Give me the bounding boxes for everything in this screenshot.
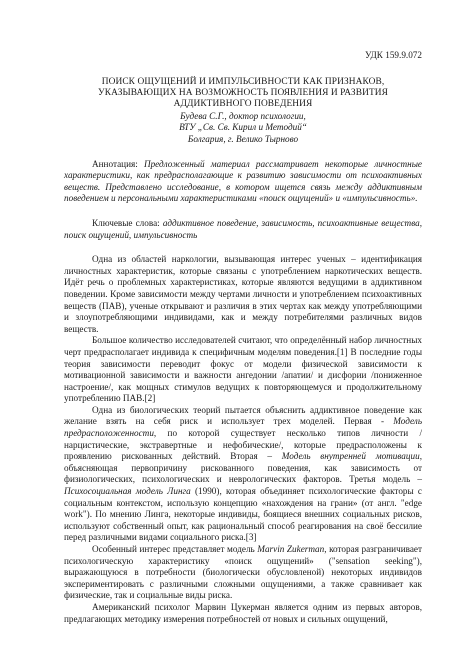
title-line: АДДИКТИВНОГО ПОВЕДЕНИЯ	[173, 99, 313, 110]
paper-title	[64, 77, 422, 111]
text-run: (1990), которая объединяет психологические факторы с социальным контекстом, использую концепцию «нахождения на грани» (от англ. "edge work"). По мнению Линга, некоторые индивиды, боящиеся внешних социальных рисков, используют собственный опыт, как рациональный способ реагирования на своё бессилие перед различными видами социального риска.[3]	[64, 486, 422, 543]
keywords-label: Ключевые слова:	[92, 217, 160, 228]
title-line: ПОИСК ОЩУЩЕНИЙ И ИМПУЛЬСИВНОСТИ КАК ПРИЗНАКОВ,	[101, 76, 385, 87]
text-run: , которая разграничивает психологическую характеристику «поиск ощущений» ("sensation seeking"), выражающуюся в потребности (биологически обусловленой) некоторых индивидов экспериментировать с различными сложными ощущениями, а также сравнивает как физические, так и социальные виды риска.	[64, 544, 422, 601]
model-name: Психосоциальная модель Линга	[64, 486, 191, 497]
body-paragraph-1: Одна из областей наркологии, вызывающая интерес ученых – идентификация личностных характеристик, которые связаны с употреблением наркотических веществ. Идёт речь о проблемных характеристиках, которые являются ведущими в аддиктивном поведении. Кроме зависимости между чертами личности и употреблением психоактивных веществ (ПАВ), ученые открывают и различия в этих чертах как между употребляющими и злоупотребляющими индивидами, как и между потребителями различных видов веществ.	[64, 254, 422, 334]
abstract-text: Предложенный материал рассматривает некоторые личностные характеристики, как предрасполагающие к развитию зависимости от психоактивных веществ. Представлено исследование, в котором ищется связь между аддиктивным поведением и персональными характеристиками «поиск ощущений» и «импульсивность».	[64, 158, 423, 204]
model-name: Модель внутренней мотивации	[281, 451, 420, 462]
model-name: Модель предрасположенности	[64, 416, 422, 439]
author-name: Marvin Zukerman	[257, 544, 325, 554]
body-paragraph-3	[64, 405, 422, 544]
abstract	[64, 159, 422, 205]
author-line: Будева С.Г., доктор психологии,	[180, 110, 306, 121]
author-block	[64, 111, 422, 146]
keywords-text: аддиктивное поведение, зависимость, психоактивные вещества, поиск ощущений, импульсивность	[64, 217, 423, 240]
udk-code: УДК 159.9.072	[364, 50, 422, 60]
keywords	[64, 218, 422, 241]
text-run: , по которой существует несколько типов личности /нарцистические, экстравертные и нефобические/, которые предрасположены к проявлению рискованных действий. Вторая –	[64, 428, 422, 462]
body-paragraph-4	[64, 544, 422, 602]
abstract-label: Аннотация:	[92, 158, 138, 169]
author-affiliation: ВТУ „Св. Св. Кирил и Методий“	[179, 122, 307, 133]
body-paragraph-2: Большое количество исследователей считают, что определённый набор личностных черт предрасполагает индивида к специфичным моделям поведения.[1] В последние годы теория зависимости переводит фокус от модели физической зависимости к мотивационной зависимости и важности ангедонии /апатии/ и дисфории /пониженное настроение/, как мощных стимулов ведущих к повторяющемуся и продолжительному употреблению ПАВ.[2]	[64, 335, 422, 404]
author-location: Болгария, г. Велико Тырново	[187, 134, 299, 144]
text-run: Одна из биологических теорий пытается объяснить аддиктивное поведение как желание взять на себя риск и использует трех моделей. Первая -	[64, 404, 422, 427]
text-run: Особенный интерес представляет модель	[92, 544, 258, 554]
title-line: УКАЗЫВАЮЩИХ НА ВОЗМОЖНОСТЬ ПОЯВЛЕНИЯ И РАЗВИТИЯ	[97, 88, 389, 98]
body-paragraph-5: Американский психолог Марвин Цукерман является одним из первых авторов, предлагающих методику измерения потребностей от новых и сильных ощущений,	[64, 601, 422, 624]
text-run: , объясняющая первопричину рискованного поведения, как зависимость от физиологических, психологических и неврологических факторов. Третья модель –	[64, 451, 422, 485]
